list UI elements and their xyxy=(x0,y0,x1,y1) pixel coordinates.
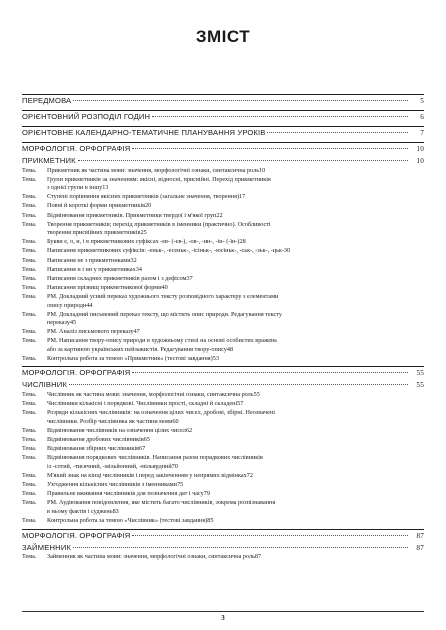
toc-page-number: 72 xyxy=(246,471,253,479)
topic-prefix: Тема. xyxy=(22,256,37,264)
topic-prefix: Тема. xyxy=(22,400,37,408)
toc-topic xyxy=(22,247,424,256)
toc-topic-text: Прикметник як частина мови: значення, морфологічні ознаки, синтаксична роль xyxy=(47,166,260,174)
toc-page-number: 7 xyxy=(420,129,424,137)
toc-topic-text: творення присвійних прикметників xyxy=(47,228,141,236)
toc-topic xyxy=(22,166,424,175)
topic-prefix: Тема. xyxy=(22,175,37,183)
toc-topic xyxy=(22,516,424,525)
toc-topic-text: опису природи xyxy=(47,301,87,309)
toc-page-number: 48 xyxy=(226,345,234,353)
toc-page-number: 87 xyxy=(416,543,424,552)
topic-prefix: Тема. xyxy=(22,193,37,201)
toc-page-number: 55 xyxy=(253,390,260,398)
toc-topic-text: числівники. Розбір числівника як частини мови xyxy=(47,417,173,425)
topic-prefix: Тема. xyxy=(22,238,37,246)
toc-topic xyxy=(22,328,424,337)
toc-topic xyxy=(22,211,424,220)
toc-topic-text: Написання прізвищ прикметникової форми xyxy=(47,284,162,292)
toc-topic-text: в ньому фактів і суджень xyxy=(47,507,113,515)
toc-topic xyxy=(22,454,424,471)
toc-page-number: 79 xyxy=(203,490,210,498)
toc-topic-text: з однієї групи в іншу xyxy=(47,183,103,191)
toc-topic xyxy=(22,426,424,435)
topic-prefix: Тема. xyxy=(22,490,37,498)
toc-page-number: 75 xyxy=(176,481,184,488)
toc-topic-text: Відмінювання числівників на означення цілих чисел xyxy=(47,426,186,434)
toc-entry-label: ОРІЄНТОВНИЙ РОЗПОДІЛ ГОДИН xyxy=(22,112,151,121)
toc-page-number: 5 xyxy=(420,97,424,105)
toc-topic-text: Написання не з прикметниками xyxy=(47,256,131,264)
toc-topic xyxy=(22,310,424,327)
toc-page-number: 37 xyxy=(186,274,193,282)
toc-topic-text: Контрольна робота за темою «Прикметник» (тестові завдання) xyxy=(47,354,213,362)
toc-topic xyxy=(22,435,424,444)
topic-prefix: Тема. xyxy=(22,499,37,507)
toc-section xyxy=(22,529,424,542)
topic-prefix: Тема. xyxy=(22,274,37,282)
toc-subsection xyxy=(22,379,424,390)
topic-prefix: Тема. xyxy=(22,284,37,292)
toc-topic-text: РМ. Написання твору-опису природи в художньому стилі на основі особистих вражень xyxy=(47,337,278,345)
toc-topic-text: або за картиною українських пейзажистів. Редагування твору-опису xyxy=(47,345,227,353)
toc-page-number: 87 xyxy=(416,531,424,540)
toc-page-number: 45 xyxy=(69,318,77,326)
toc-topic xyxy=(22,445,424,454)
toc-topic-text: РМ. Докладний письмовий переказ тексту, що містить опис природи. Редагування тексту xyxy=(47,310,282,318)
topic-prefix: Тема. xyxy=(22,337,37,345)
page-title: ЗМІСТ xyxy=(195,27,251,46)
topic-prefix: Тема. xyxy=(22,516,37,524)
toc-page-number: 30 xyxy=(284,247,291,255)
toc-page-number: 32 xyxy=(130,256,137,264)
topic-prefix: Тема. xyxy=(22,426,37,434)
toc-page-number: 40 xyxy=(161,284,168,292)
toc-entry-label: ОРІЄНТОВНЕ КАЛЕНДАРНО-ТЕМАТИЧНЕ ПЛАНУВАННЯ УРОКІВ xyxy=(22,128,266,137)
toc-topic-text: Написання складних прикметників разом і з дефісом xyxy=(47,274,187,282)
toc-page-number: 22 xyxy=(216,211,223,219)
topic-prefix: Тема. xyxy=(22,390,37,398)
dot-leader xyxy=(132,535,408,536)
toc-page-number: 10 xyxy=(259,166,266,174)
toc-topic-text: переказу xyxy=(47,318,70,326)
toc-topic xyxy=(22,293,424,310)
toc-topic xyxy=(22,193,424,202)
topic-prefix: Тема. xyxy=(22,293,37,301)
topic-prefix: Тема. xyxy=(22,220,37,228)
toc-topic xyxy=(22,409,424,426)
toc-page-number: 83 xyxy=(112,507,119,515)
toc-entry-label: МОРФОЛОГІЯ. ОРФОГРАФІЯ xyxy=(22,368,131,378)
toc-page-number: 44 xyxy=(86,301,93,309)
dot-leader xyxy=(73,100,408,101)
toc-page-number: 57 xyxy=(237,400,244,408)
toc-topic xyxy=(22,499,424,516)
toc-topic-text: Відмінювання дробових числівників xyxy=(47,435,144,443)
toc-topic-text: Правильне вживання числівників для позначення дат і часу xyxy=(47,490,204,498)
toc-topic xyxy=(22,354,424,363)
toc-page-number: 53 xyxy=(212,354,219,362)
toc-topic-text: РМ. Аудіювання повідомлення, яке містить багато числівників, зокрема розпізнавання xyxy=(47,499,276,507)
toc-topic-text: Займенник як частина мови: значення, морфологічні ознаки, синтаксична роль xyxy=(47,553,255,561)
topic-prefix: Тема. xyxy=(22,471,37,479)
toc-topic xyxy=(22,471,424,480)
toc-topic-text: Написання н і нн у прикметниках xyxy=(47,265,136,273)
toc-topic-text: Відмінювання прикметників. Прикметники твердої і м'якої груп xyxy=(47,211,217,219)
toc-section xyxy=(22,366,424,379)
toc-entry-label: МОРФОЛОГІЯ. ОРФОГРАФІЯ xyxy=(22,530,131,540)
topic-prefix: Тема. xyxy=(22,481,37,488)
toc-topic-text: РМ. Аналіз письмового переказу xyxy=(47,328,134,336)
toc-topic-text: Творення прикметників; перехід прикметників в іменники (практично). Особливості xyxy=(47,220,271,228)
topic-prefix: Тема. xyxy=(22,409,37,417)
topic-prefix: Тема. xyxy=(22,354,37,362)
dot-leader xyxy=(132,148,408,149)
toc-topic-text: Розряди кількісних числівників: на означення цілих чисел, дробові, збірні. Неозначені xyxy=(47,409,275,417)
toc-page-number: 65 xyxy=(143,435,150,443)
toc-page-number: 87 xyxy=(254,553,262,561)
topic-prefix: Тема. xyxy=(22,310,37,318)
toc-topic-text: Відмінювання збірних числівників xyxy=(47,445,139,453)
toc-topic-text: Групи прикметників за значенням: якісні, відносні, присвійні. Перехід прикметників xyxy=(47,175,271,183)
toc-topic xyxy=(22,274,424,283)
toc-page-number: 85 xyxy=(207,516,214,524)
toc-topic-text: М'який знак на кінці числівників і перед закінченням у непрямих відмінках xyxy=(47,471,247,479)
toc-page-number: 62 xyxy=(185,426,193,434)
toc-entry-label: ПРИКМЕТНИК xyxy=(22,156,76,165)
toc-topic xyxy=(22,284,424,293)
toc-topic-text: Букви е, о, и, і в прикметникових суфіксах -ев- (-єв-), -ов-, -ин-, -ін- (-їн-) xyxy=(47,238,240,246)
dot-leader xyxy=(152,116,408,117)
dot-leader xyxy=(78,160,408,161)
toc-topic xyxy=(22,238,424,247)
toc-page-number: 47 xyxy=(133,328,140,336)
toc-page-number: 17 xyxy=(239,193,246,201)
toc-page-number: 10 xyxy=(416,145,424,153)
toc-topic xyxy=(22,175,424,192)
toc-topic xyxy=(22,265,424,274)
toc-topic-text: Контрольна робота за темою «Числівник» (тестові завдання) xyxy=(47,516,208,524)
toc-entry-label: ЧИСЛІВНИК xyxy=(22,380,68,390)
toc-page-number: 6 xyxy=(420,113,424,121)
toc-entry-label: МОРФОЛОГІЯ. ОРФОГРАФІЯ xyxy=(22,144,131,153)
topic-prefix: Тема. xyxy=(22,247,37,255)
toc-section xyxy=(22,142,424,155)
toc-topic-text: РМ. Докладний усний переказ художнього тексту розповідного характеру з елементами xyxy=(47,293,279,301)
topic-prefix: Тема. xyxy=(22,435,37,443)
toc-section xyxy=(22,110,424,123)
toc-topic xyxy=(22,490,424,499)
toc-topic xyxy=(22,400,424,409)
topic-prefix: Тема. xyxy=(22,454,37,462)
toc-entry-label: ЗАЙМЕННИК xyxy=(22,542,72,552)
dot-leader xyxy=(267,132,408,133)
dot-leader xyxy=(73,547,408,548)
topic-prefix: Тема. xyxy=(22,166,37,174)
toc-page-number: 20 xyxy=(145,202,152,210)
footer-rule xyxy=(22,611,424,612)
toc-page-number: 55 xyxy=(416,381,424,390)
toc-topic-text: Написання прикметникових суфіксів: -еньк-, -есеньк-, -ісіньк-, -юсіньк-, -ськ-, -зьк-, -цьк- xyxy=(47,247,284,255)
dot-leader xyxy=(69,384,408,385)
toc-topic-text: Числівник як частина мови: значення, морфологічні ознаки, синтаксична роль xyxy=(47,390,254,398)
toc-page-number: 28 xyxy=(239,238,246,246)
toc-subsection xyxy=(22,542,424,553)
toc-entry-label: ПЕРЕДМОВА xyxy=(22,96,72,105)
toc-page-number: 60 xyxy=(172,417,179,425)
toc-topic-text: Ступені порівняння якісних прикметників (загальне значення, творення) xyxy=(47,193,240,201)
toc-section xyxy=(22,126,424,139)
topic-prefix: Тема. xyxy=(22,328,37,336)
toc-page-number: 55 xyxy=(416,369,424,378)
toc-page-number: 10 xyxy=(416,157,424,165)
toc-topic xyxy=(22,220,424,237)
page-number: 3 xyxy=(221,614,225,622)
table-of-contents xyxy=(22,94,424,562)
topic-prefix: Тема. xyxy=(22,553,37,561)
toc-page-number: 70 xyxy=(171,462,178,470)
topic-prefix: Тема. xyxy=(22,211,37,219)
toc-topic xyxy=(22,256,424,265)
toc-topic xyxy=(22,337,424,354)
toc-topic xyxy=(22,553,424,562)
toc-subsection xyxy=(22,155,424,166)
toc-topic-text: із -сотий, -тисячний, -мільйонний, -мільярдний xyxy=(47,462,172,470)
toc-topic xyxy=(22,481,424,490)
toc-topic-text: Узгодження кількісних числівників з іменниками xyxy=(47,481,177,488)
toc-page-number: 13 xyxy=(102,183,109,191)
toc-section xyxy=(22,94,424,107)
toc-topic-text: Відмінювання порядкових числівників. Написання разом порядкових числівників xyxy=(47,454,263,462)
toc-page-number: 25 xyxy=(140,228,147,236)
toc-topic-text: Числівники кількісні і порядкові. Числівники прості, складні й складені xyxy=(47,400,238,408)
toc-topic xyxy=(22,390,424,399)
topic-prefix: Тема. xyxy=(22,202,37,210)
toc-topic xyxy=(22,202,424,211)
toc-page-number: 34 xyxy=(135,265,142,273)
topic-prefix: Тема. xyxy=(22,265,37,273)
toc-topic-text: Повні й короткі форми прикметників xyxy=(47,202,146,210)
dot-leader xyxy=(132,372,408,373)
topic-prefix: Тема. xyxy=(22,445,37,453)
toc-page-number: 67 xyxy=(139,445,146,453)
